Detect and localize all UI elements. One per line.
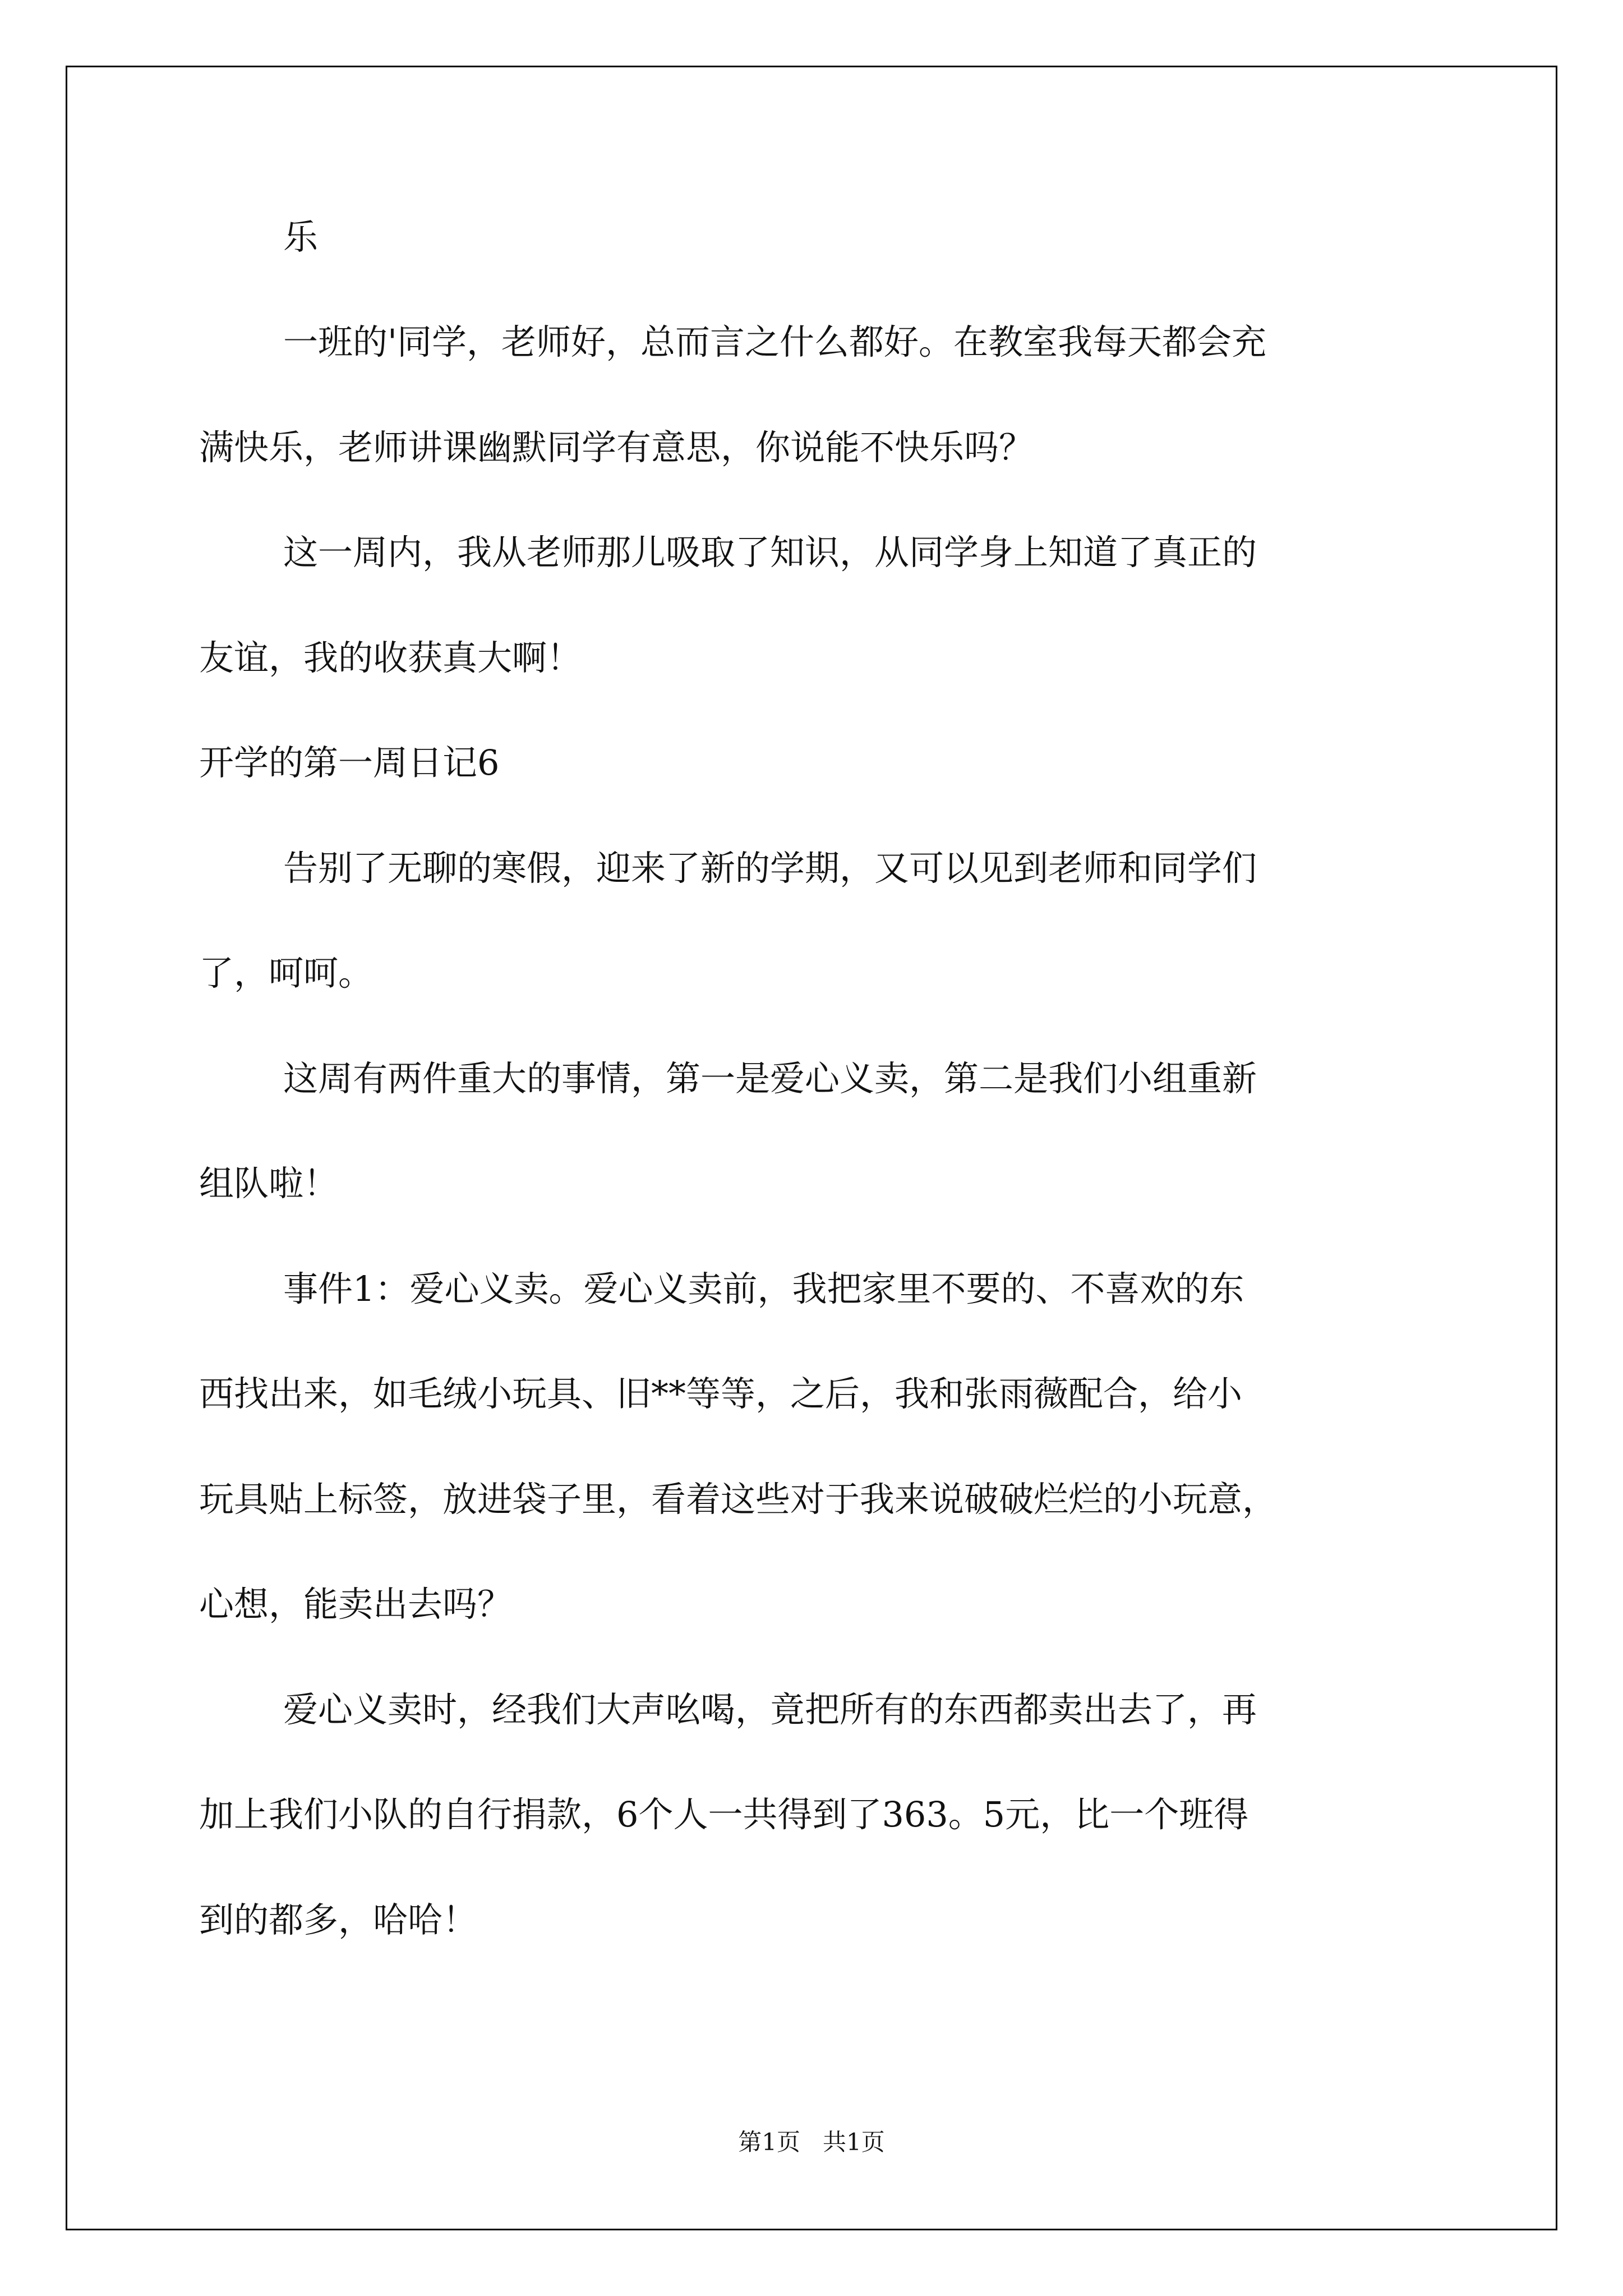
paragraph-line: 告别了无聊的寒假，迎来了新的学期，又可以见到老师和同学们 [283,848,1257,889]
paragraph-line: 事件1：爱心义卖。爱心义卖前，我把家里不要的、不喜欢的东 [283,1268,1244,1309]
paragraph-line: 到的都多，哈哈！ [199,1899,478,1940]
paragraph-line: 了，呵呵。 [199,953,374,993]
paragraph-line: 这一周内，我从老师那儿吸取了知识，从同学身上知道了真正的 [283,532,1257,573]
paragraph-line: 这周有两件重大的事情，第一是爱心义卖，第二是我们小组重新 [283,1058,1257,1099]
paragraph-line: 加上我们小队的自行捐款，6个人一共得到了363。5元，比一个班得 [199,1794,1249,1835]
section-heading: 开学的第一周日记6 [199,742,500,783]
paragraph-line: 玩具贴上标签，放进袋子里，看着这些对于我来说破破烂烂的小玩意， [199,1479,1278,1520]
page-footer: 第1页 共1页 [738,2128,885,2156]
paragraph-line: 满快乐，老师讲课幽默同学有意思，你说能不快乐吗？ [199,427,1034,468]
paragraph-line: 友谊，我的收获真大啊！ [199,637,582,678]
paragraph-line: 一班的'同学，老师好，总而言之什么都好。在教室我每天都会充 [283,321,1267,362]
paragraph-line: 爱心义卖时，经我们大声吆喝，竟把所有的东西都卖出去了，再 [283,1689,1257,1730]
paragraph-line: 乐 [283,217,319,257]
paragraph-line: 西找出来，如毛绒小玩具、旧**等等，之后，我和张雨薇配合，给小 [199,1373,1243,1414]
paragraph-line: 组队啦！ [199,1163,339,1204]
paragraph-line: 心想，能卖出去吗？ [199,1584,513,1625]
